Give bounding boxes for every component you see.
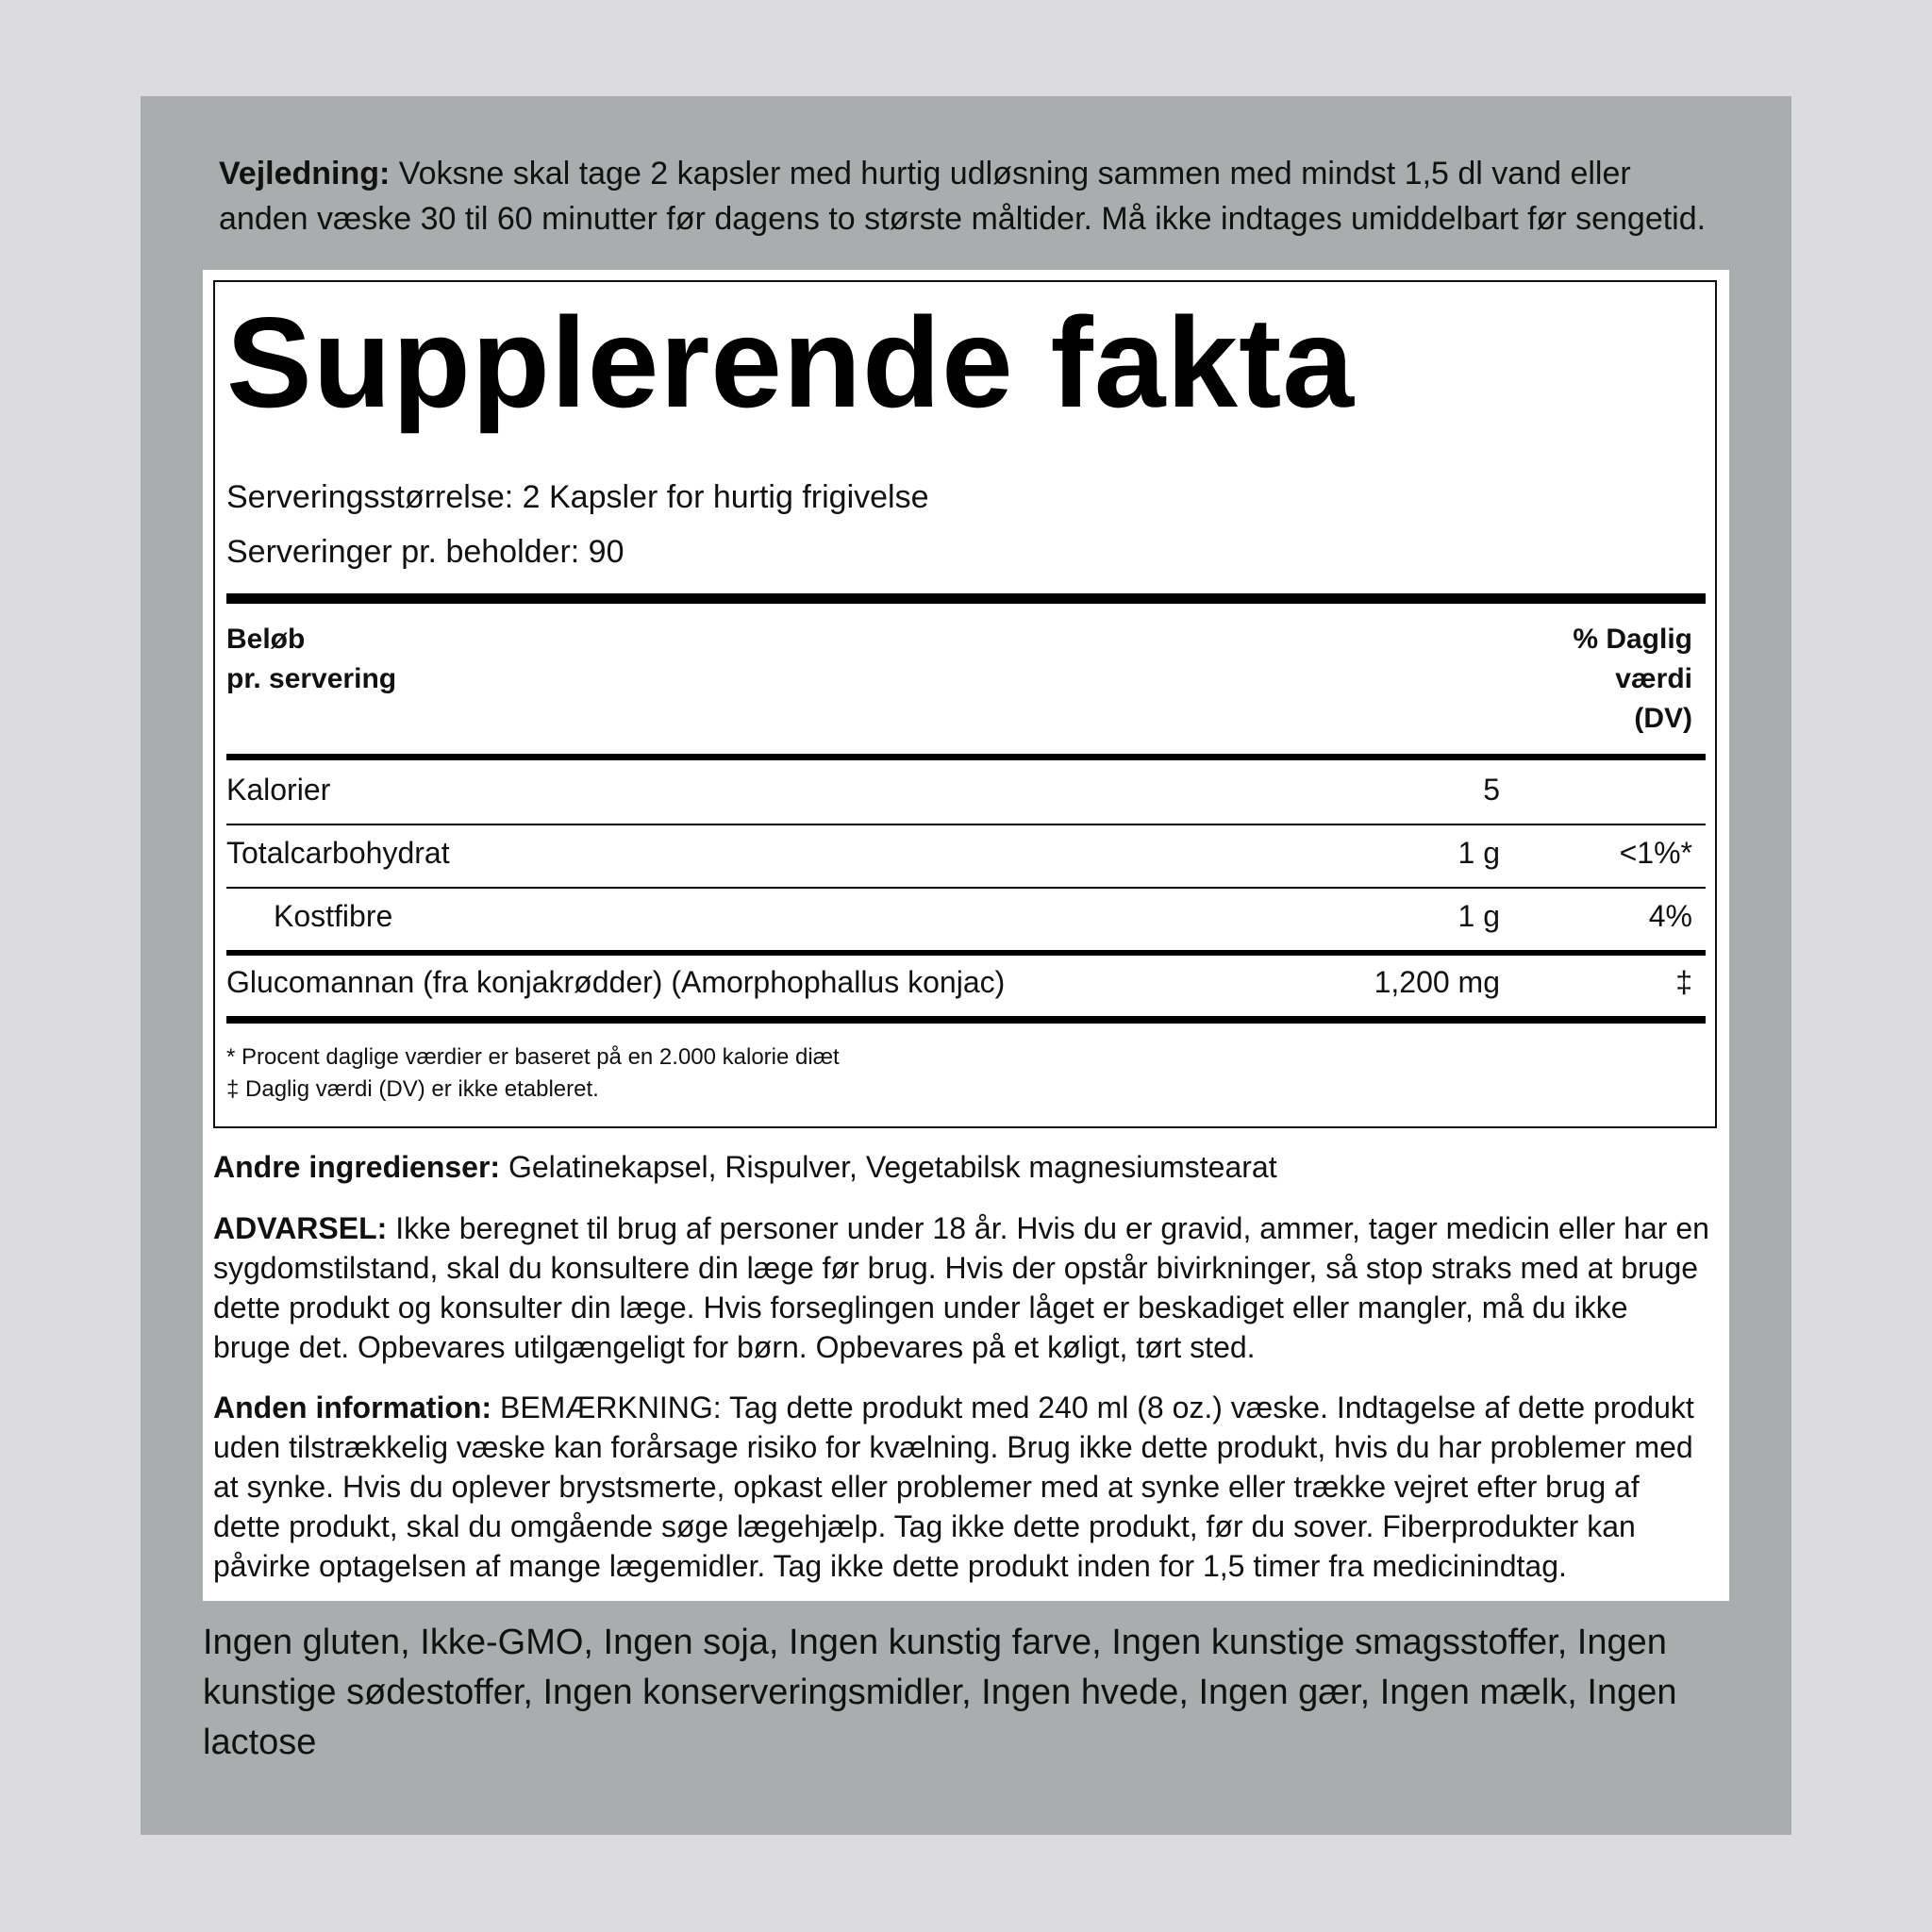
thick-divider [226, 593, 1706, 604]
nutrient-amount-fiber: 1 g [1457, 899, 1500, 933]
warning [213, 1208, 1713, 1367]
header-dv-line2: værdi [1615, 663, 1692, 694]
nutrient-label-calories: Kalorier [226, 773, 331, 807]
warning-label: ADVARSEL: [213, 1211, 388, 1245]
free-from-list: Ingen gluten, Ikke-GMO, Ingen soja, Ingen kunstig farve, Ingen kunstige smagsstoffer, Ingen kunstige sødestoffer, Ingen konserveringsmidler, Ingen hvede, Ingen gær, Ingen mælk, Ingen lactose [203, 1623, 1677, 1762]
header-dv [1573, 620, 1692, 739]
supplement-facts-box [213, 280, 1717, 1128]
nutrient-label-carbohydrate: Totalcarbohydrat [226, 836, 450, 870]
directions-body: Voksne skal tage 2 kapsler med hurtig udløsning sammen med mindst 1,5 dl vand eller anden væske 30 til 60 minutter før dagens to største måltider. Må ikke indtages umiddelbart før sengetid. [219, 156, 1707, 237]
header-amount-line1: Beløb [226, 624, 306, 655]
nutrient-amount-carbohydrate: 1 g [1457, 836, 1500, 870]
directions-text [219, 151, 1728, 242]
other-information [213, 1388, 1713, 1586]
other-ingredients-text: Gelatinekapsel, Rispulver, Vegetabilsk magnesiumstearat [500, 1150, 1277, 1184]
nutrient-dv-glucomannan: ‡ [1675, 965, 1692, 999]
warning-text: Ikke beregnet til brug af personer under 18 år. Hvis du er gravid, ammer, tager medicin eller har en sygdomstilstand, skal du konsultere din læge før brug. Hvis der opstår bivirkninger, så stop straks med at bruge dette produkt og konsulter din læge. Hvis forseglingen under låget er beskadiget eller mangler, må du ikke bruge det. Opbevares utilgængeligt for børn. Opbevares på et køligt, tørt sted. [213, 1211, 1709, 1364]
nutrient-amount-glucomannan: 1,200 mg [1374, 965, 1500, 999]
other-information-text: BEMÆRKNING: Tag dette produkt med 240 ml (8 oz.) væske. Indtagelse af dette produkt uden tilstrækkelig væske kan forårsage risiko for kvælning. Brug ikke dette produkt, hvis du har problemer med at synke. Hvis du oplever brystsmerte, opkast eller problemer med at synke eller trække vejret efter brug af dette produkt, skal du omgående søge lægehjælp. Tag ikke dette produkt, før du sover. Fiberprodukter kan påvirke optagelsen af mange lægemidler. Tag ikke dette produkt inden for 1,5 timer fra medicinindtag. [213, 1391, 1694, 1583]
bottom-thick-divider [226, 1016, 1706, 1024]
header-dv-line3: (DV) [1634, 703, 1692, 734]
section-divider [226, 950, 1706, 956]
directions-label: Vejledning: [219, 156, 391, 192]
nutrient-label-glucomannan: Glucomannan (fra konjakrødder) (Amorphophallus konjac) [226, 965, 1006, 999]
other-information-label: Anden information: [213, 1391, 492, 1424]
row-divider [226, 824, 1706, 825]
nutrient-dv-carbohydrate: <1%* [1619, 836, 1692, 870]
serving-size: Serveringsstørrelse: 2 Kapsler for hurtig frigivelse [226, 479, 929, 515]
other-ingredients-label: Andre ingredienser: [213, 1150, 501, 1184]
nutrient-label-fiber: Kostfibre [274, 899, 393, 933]
header-amount-line2: pr. servering [226, 663, 397, 694]
header-amount [226, 620, 396, 699]
other-ingredients [213, 1147, 1713, 1187]
header-divider [226, 754, 1706, 760]
facts-title: Supplerende fakta [226, 291, 1355, 434]
nutrient-amount-calories: 5 [1483, 773, 1500, 807]
footnote-dv-basis: * Procent daglige værdier er baseret på en 2.000 kalorie diæt [226, 1044, 840, 1070]
row-divider [226, 887, 1706, 889]
nutrient-dv-fiber: 4% [1648, 899, 1692, 933]
servings-per-container: Serveringer pr. beholder: 90 [226, 534, 625, 570]
footnote-dv-not-established: ‡ Daglig værdi (DV) er ikke etableret. [226, 1076, 599, 1102]
header-dv-line1: % Daglig [1573, 624, 1692, 655]
